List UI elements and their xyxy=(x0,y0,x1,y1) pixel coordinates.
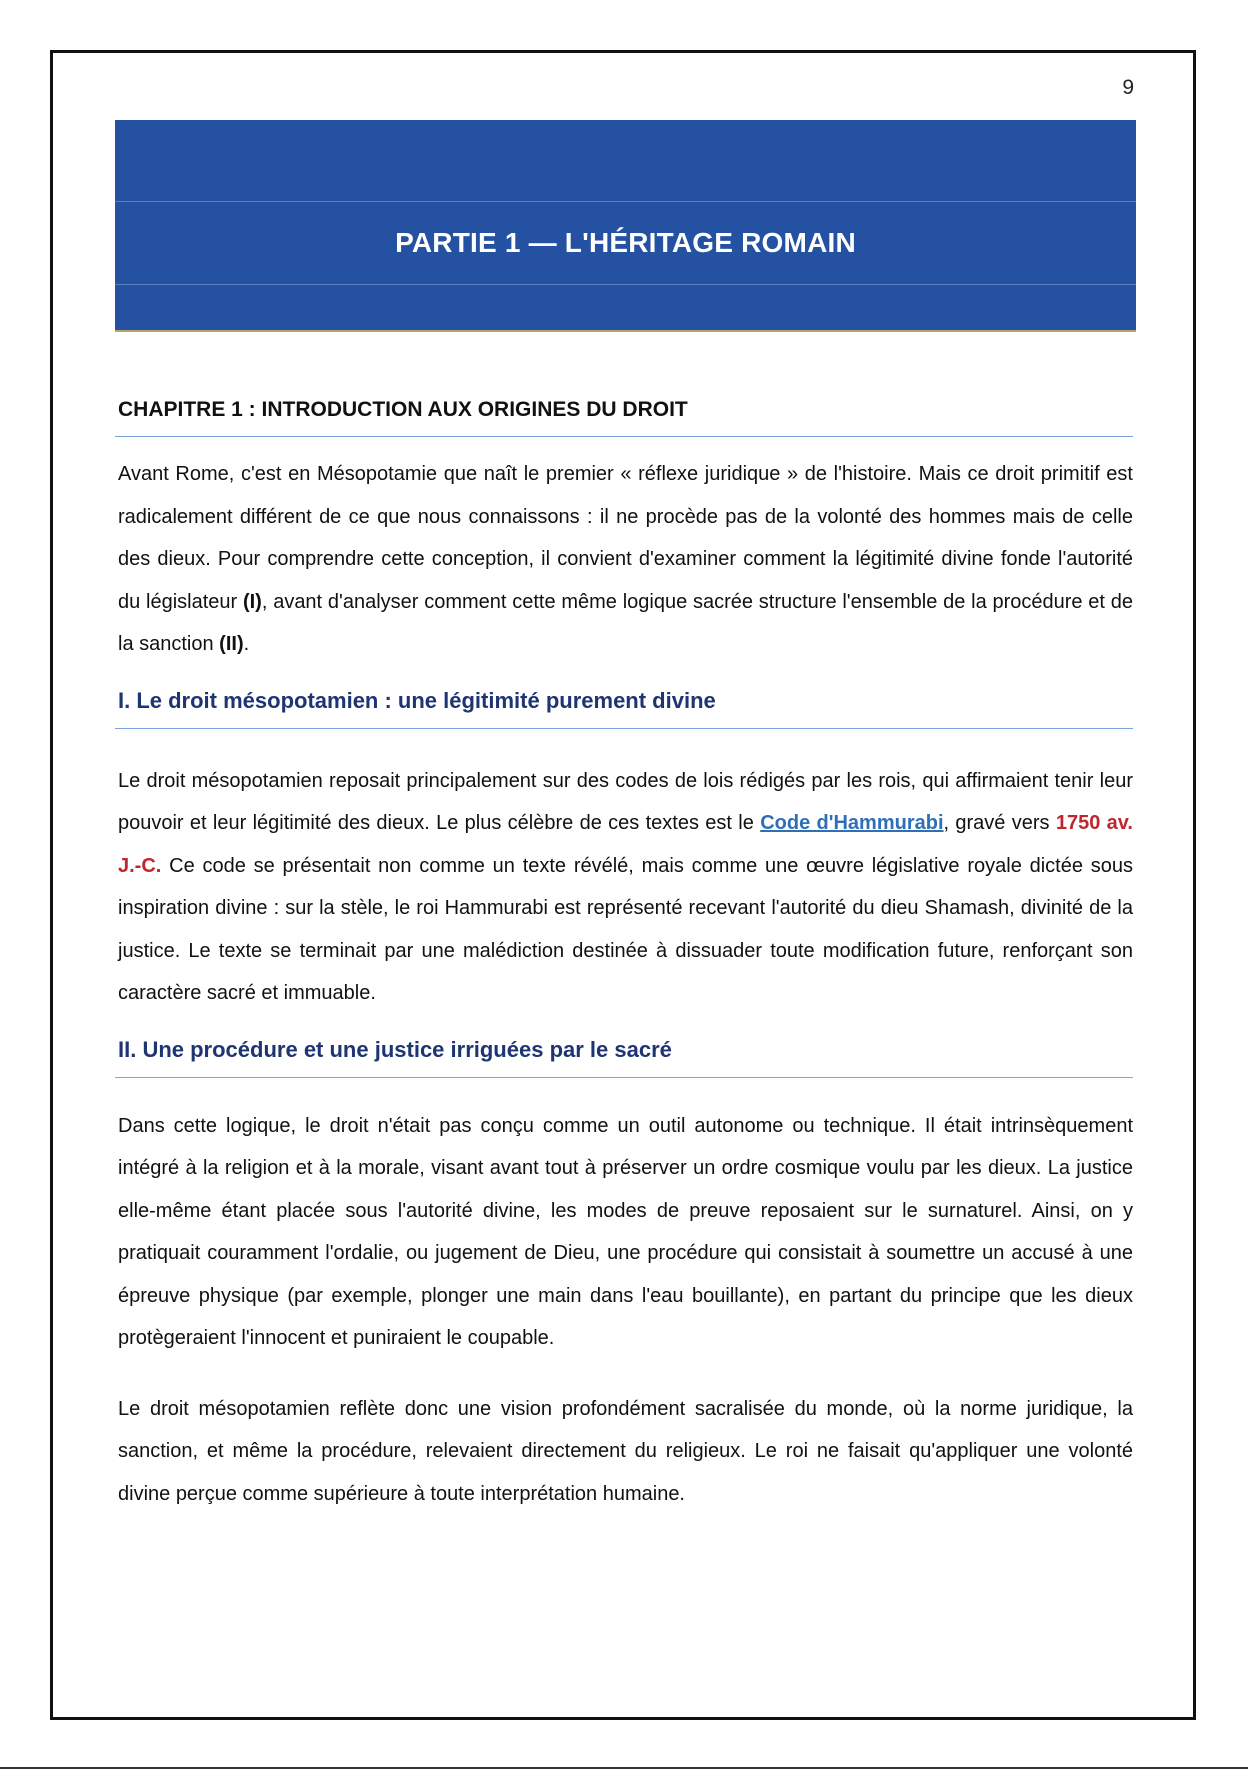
intro-paragraph xyxy=(118,453,1133,666)
section-1-text-2: , gravé vers xyxy=(943,812,1056,834)
section-2-title: II. Une procédure et une justice irriguées par le sacré xyxy=(118,1036,672,1062)
section-1-text-3: Ce code se présentait non comme un texte révélé, mais comme une œuvre législative royale dictée sous inspiration divine : sur la stèle, le roi Hammurabi est représenté recevant l'autorité du dieu Shamash, divinité de la justice. Le texte se terminait par une malédiction destinée à dissuader toute modification future, renforçant son caractère sacré et immuable. xyxy=(118,854,1133,1004)
intro-text-2: , avant d'analyser comment cette même logique sacrée structure l'ensemble de la procédure et de la sanction xyxy=(118,590,1133,655)
part-title: PARTIE 1 — L'HÉRITAGE ROMAIN xyxy=(395,227,856,258)
banner-divider xyxy=(115,284,1136,285)
section-1-title: I. Le droit mésopotamien : une légitimité purement divine xyxy=(118,687,716,713)
intro-text-3: . xyxy=(243,633,250,655)
part-banner xyxy=(115,120,1136,332)
section-1-paragraph xyxy=(118,760,1133,1015)
code-hammurabi-link[interactable]: Code d'Hammurabi xyxy=(760,812,944,834)
section-2-paragraph-2: Le droit mésopotamien reflète donc une vision profondément sacralisée du monde, où la norme juridique, la sanction, et même la procédure, relevaient directement du religieux. Le roi ne faisait qu'appliquer une volonté divine perçue comme supérieure à toute interprétation humaine. xyxy=(118,1397,1133,1505)
page-content xyxy=(118,398,1133,1515)
date-highlight: 1750 av. J.-C. xyxy=(118,812,1133,877)
section-2-rule xyxy=(115,1077,1133,1078)
section-1-rule xyxy=(115,728,1133,729)
banner-divider xyxy=(115,201,1136,202)
intro-marker-2: (II) xyxy=(219,633,244,655)
section-2-paragraph-1: Dans cette logique, le droit n'était pas conçu comme un outil autonome ou technique. Il était intrinsèquement intégré à la religion et à la morale, visant avant tout à préserver un ordre cosmique voulu par les dieux. La justice elle-même étant placée sous l'autorité divine, les modes de preuve reposaient sur le surnaturel. Ainsi, on y pratiquait couramment l'ordalie, ou jugement de Dieu, une procédure qui consistait à soumettre un accusé à une épreuve physique (par exemple, plonger une main dans l'eau bouillante), en partant du principe que les dieux protègeraient l'innocent et puniraient le coupable. xyxy=(118,1114,1133,1349)
intro-text-1: Avant Rome, c'est en Mésopotamie que naît le premier « réflexe juridique » de l'histoire. Mais ce droit primitif est radicalement différent de ce que nous connaissons : il ne procède pas de la volonté des hommes mais de celle des dieux. Pour comprendre cette conception, il convient d'examiner comment la légitimité divine fonde l'autorité du législateur xyxy=(118,463,1133,613)
chapter-rule xyxy=(115,436,1133,437)
chapter-title: CHAPITRE 1 : INTRODUCTION AUX ORIGINES DU DROIT xyxy=(118,398,688,421)
page-bottom-edge xyxy=(0,1767,1248,1769)
intro-marker-1: (I) xyxy=(242,590,262,613)
page-number: 9 xyxy=(1122,76,1134,99)
section-1-text-1: Le droit mésopotamien reposait principalement sur des codes de lois rédigés par les rois, qui affirmaient tenir leur pouvoir et leur légitimité des dieux. Le plus célèbre de ces textes est le xyxy=(118,769,1133,834)
